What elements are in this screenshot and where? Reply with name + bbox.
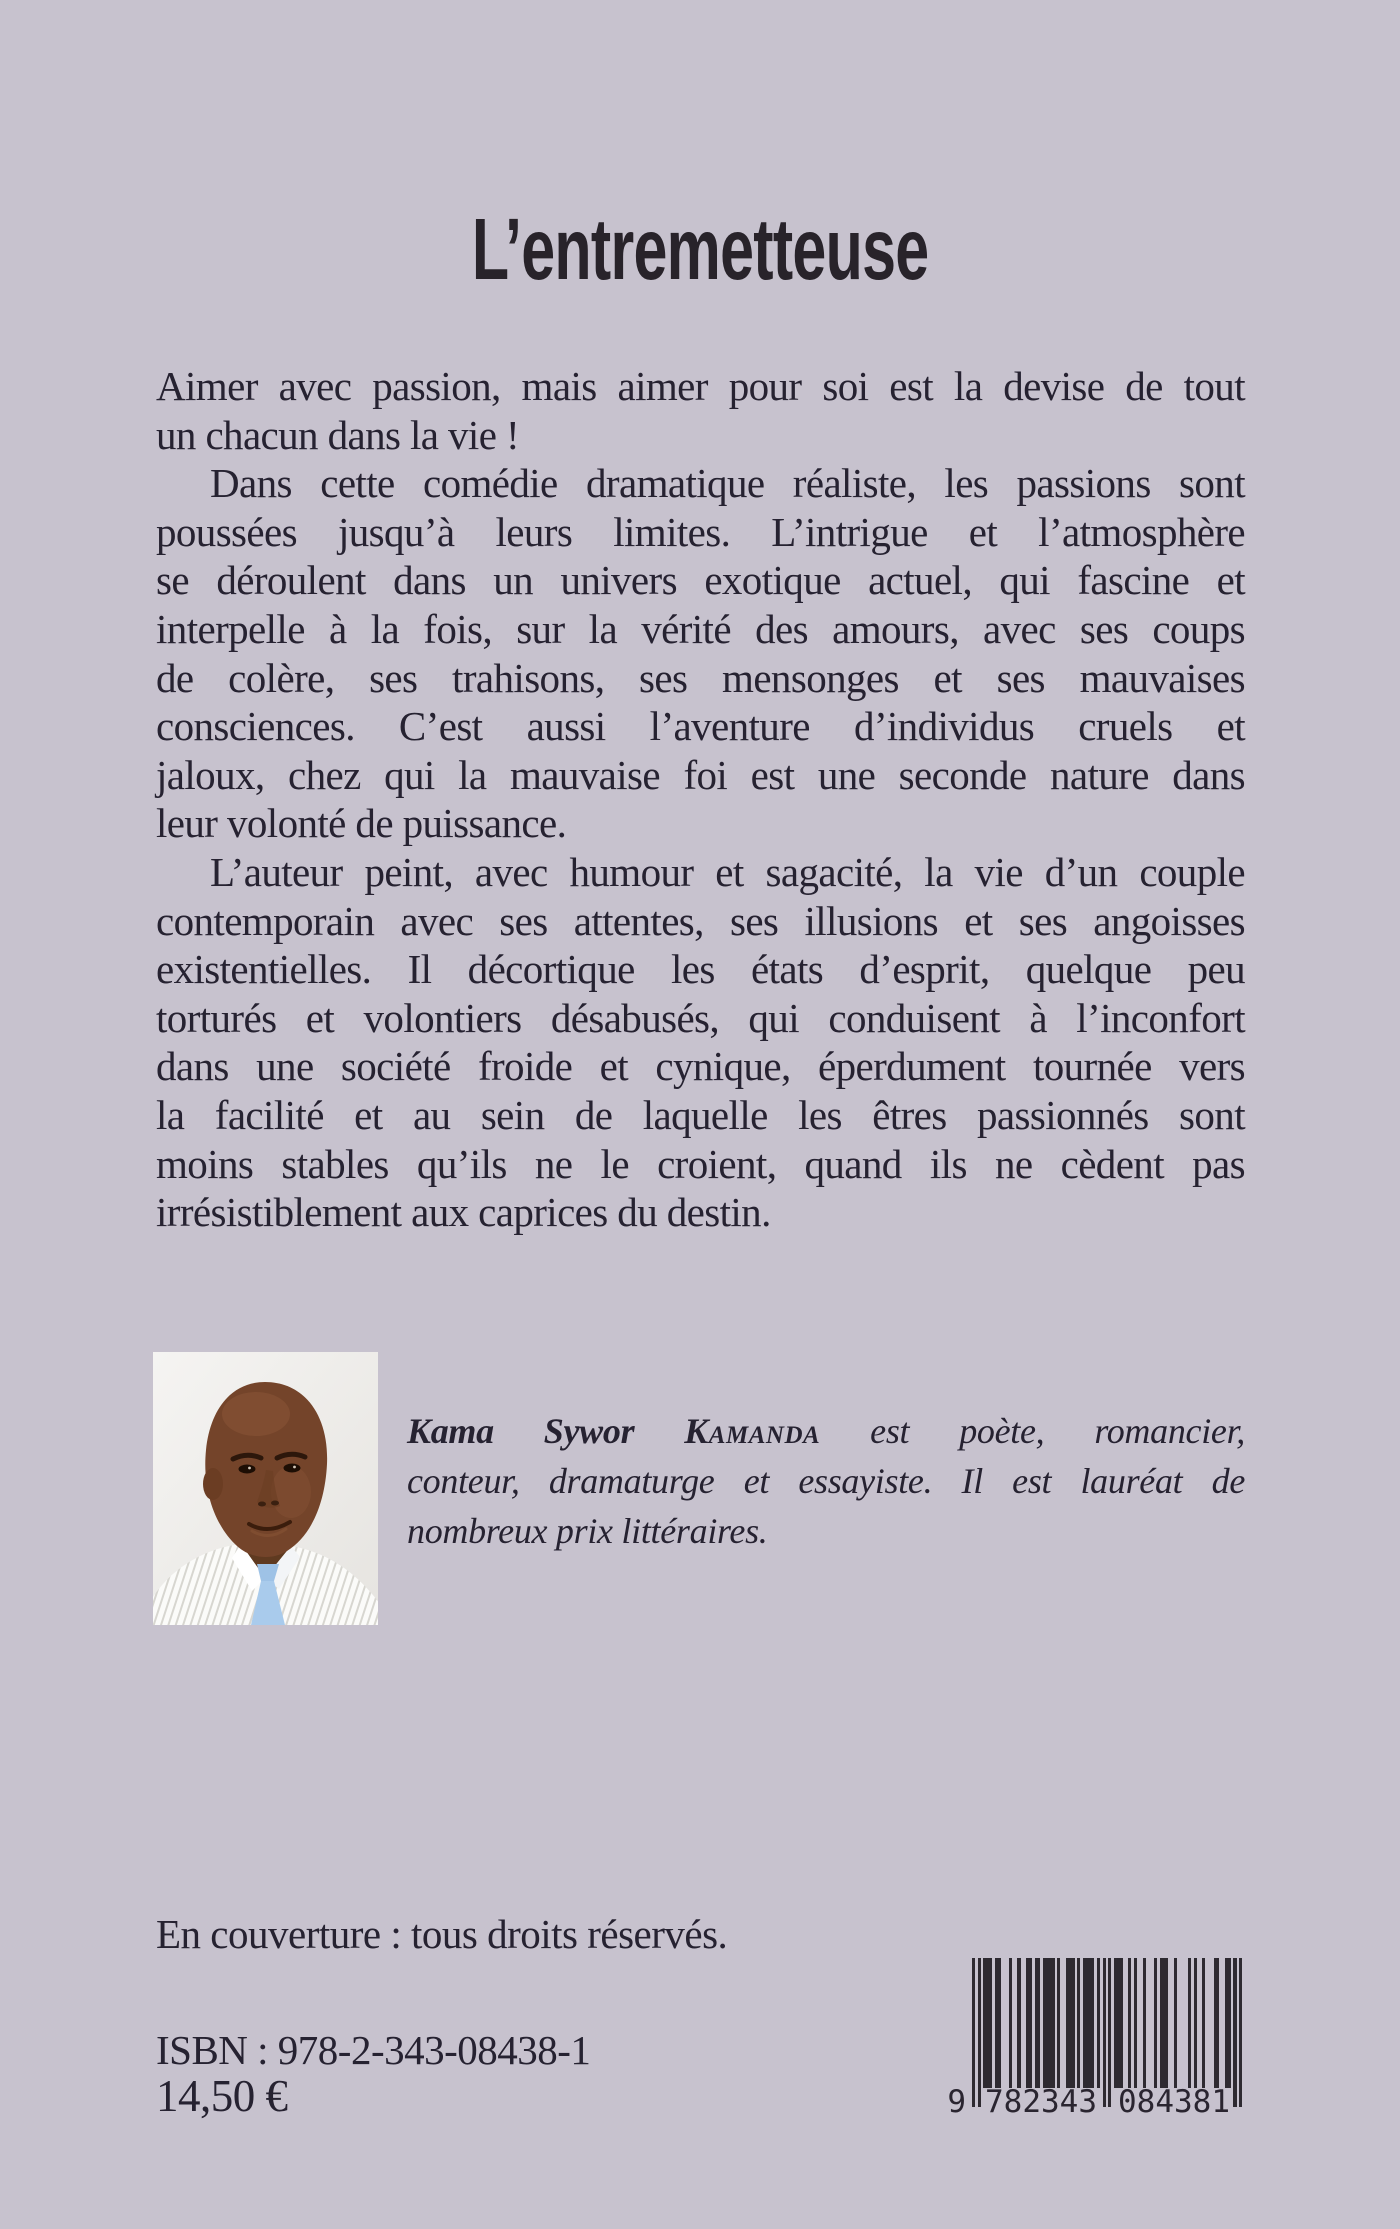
book-title: L’entremetteuse: [471, 201, 929, 298]
synopsis-line: interpelle à la fois, sur la vérité des amours, avec ses coups: [156, 605, 1245, 652]
synopsis-line: Dans cette comédie dramatique réaliste, les passions sont: [210, 460, 1245, 507]
synopsis-line: la facilité et au sein de laquelle les êtres passionnés sont: [156, 1091, 1245, 1138]
synopsis-line: torturés et volontiers désabusés, qui conduisent à l’inconfort: [156, 994, 1245, 1041]
isbn-line: ISBN : 978-2-343-08438-1: [156, 2027, 591, 2073]
synopsis-line: irrésistiblement aux caprices du destin.: [156, 1189, 771, 1236]
synopsis-line: moins stables qu’ils ne le croient, quand ils ne cèdent pas: [156, 1140, 1245, 1187]
author-portrait-image: [153, 1352, 378, 1625]
ean13-barcode: [947, 1958, 1242, 2120]
synopsis-line: consciences. C’est aussi l’aventure d’individus cruels et: [156, 703, 1245, 750]
price-label: 14,50 €: [156, 2071, 288, 2121]
author-first-names: Kama Sywor: [407, 1411, 635, 1451]
synopsis-line: L’auteur peint, avec humour et sagacité, la vie d’un couple: [210, 848, 1245, 895]
synopsis-line: se déroulent dans un univers exotique actuel, qui fascine et: [156, 557, 1245, 604]
synopsis-line: dans une société froide et cynique, éperdument tournée vers: [156, 1043, 1245, 1090]
author-bio-line: nombreux prix littéraires.: [407, 1511, 768, 1551]
synopsis-line: leur volonté de puissance.: [156, 800, 567, 847]
author-bio-text: est poète, romancier,: [870, 1411, 1245, 1451]
barcode-digit-prefix: 9: [947, 2084, 966, 2120]
synopsis-line: poussées jusqu’à leurs limites. L’intrigue et l’atmosphère: [156, 508, 1245, 555]
synopsis-line: contemporain avec ses attentes, ses illusions et ses angoisses: [156, 897, 1245, 944]
author-bio: [407, 1406, 1245, 1556]
barcode-digits-right: 084381: [1118, 2084, 1230, 2120]
author-bio-line: conteur, dramaturge et essayiste. Il est lauréat de: [407, 1461, 1245, 1501]
synopsis-line: jaloux, chez qui la mauvaise foi est une seconde nature dans: [156, 751, 1245, 798]
author-photo: [153, 1352, 378, 1625]
synopsis-line: un chacun dans la vie !: [156, 411, 520, 458]
author-bio-line: [407, 1406, 1245, 1456]
cover-credit-line: En couverture : tous droits réservés.: [156, 1911, 728, 1957]
synopsis-line: de colère, ses trahisons, ses mensonges et ses mauvaises: [156, 654, 1245, 701]
synopsis-text: [156, 362, 1245, 1237]
author-surname: Kamanda: [684, 1411, 821, 1451]
title-area: [0, 201, 1400, 298]
synopsis-line: existentielles. Il décortique les états d’esprit, quelque peu: [156, 946, 1245, 993]
barcode-digits-left: 782343: [985, 2084, 1097, 2120]
synopsis-line: Aimer avec passion, mais aimer pour soi est la devise de tout: [156, 363, 1245, 409]
